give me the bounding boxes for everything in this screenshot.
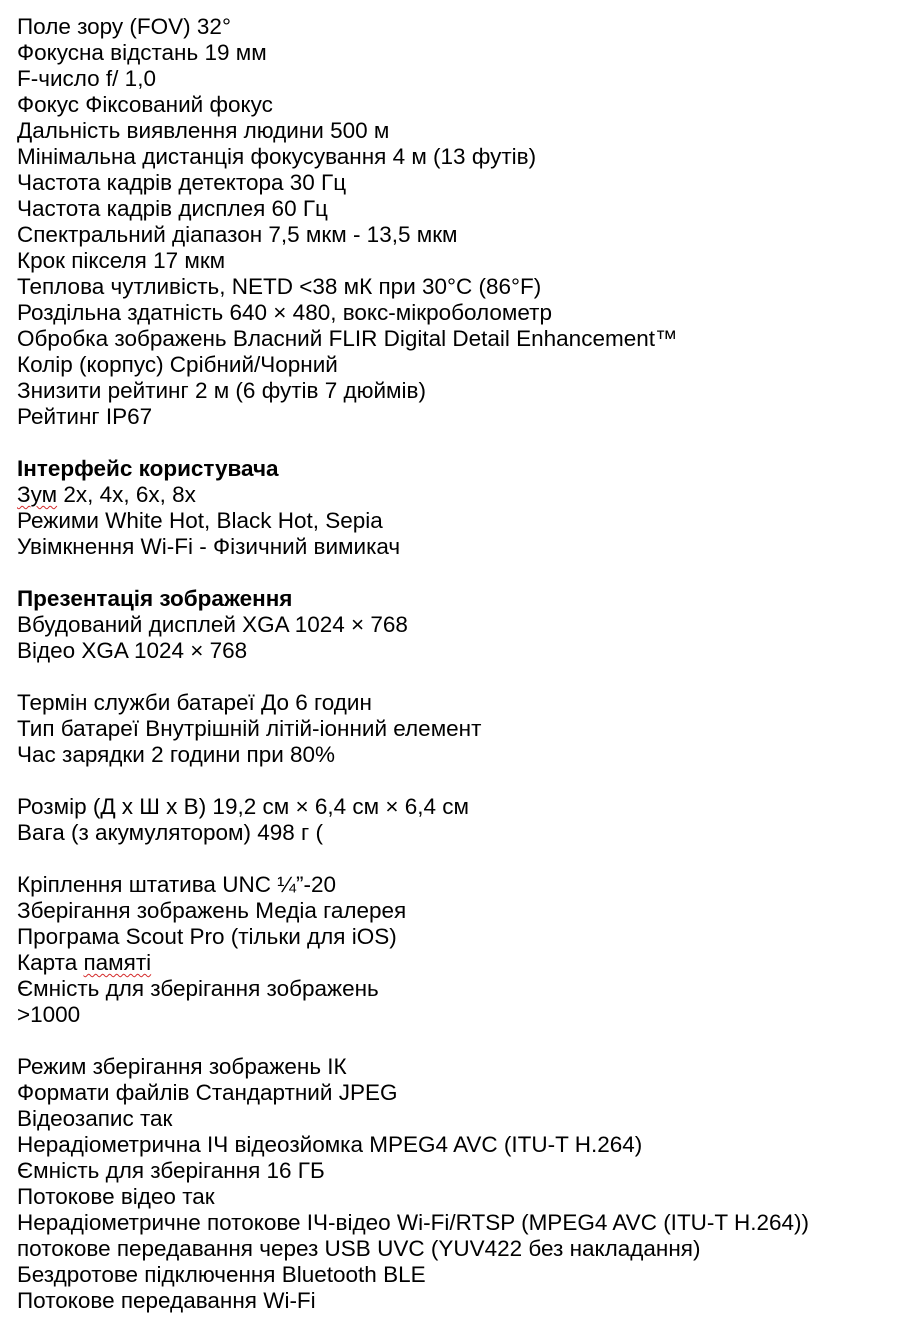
spec-line: Вага (з акумулятором) 498 г (	[17, 820, 324, 845]
spec-line: Ємність для зберігання зображень	[17, 976, 379, 1001]
spec-line: Нерадіометричне потокове ІЧ-відео Wi-Fi/RTSP (MPEG4 AVC (ITU-T H.264))	[17, 1210, 810, 1235]
image-section	[17, 586, 907, 664]
storage-section	[17, 872, 907, 1028]
spec-line: Крок пікселя 17 мкм	[17, 248, 226, 273]
spec-line: потокове передавання через USB UVC (YUV422 без накладання)	[17, 1236, 701, 1261]
specs-section	[17, 14, 907, 430]
misspelled-word: памяті	[83, 950, 152, 975]
spec-line: Тип батареї Внутрішній літій-іонний елемент	[17, 716, 482, 741]
spec-line: Частота кадрів дисплея 60 Гц	[17, 196, 328, 221]
misspelled-word: Зум	[17, 482, 58, 507]
spec-line: Розмір (Д х Ш х В) 19,2 см × 6,4 см × 6,4 см	[17, 794, 469, 819]
spec-line: Потокове відео так	[17, 1184, 215, 1209]
spec-line: Зберігання зображень Медіа галерея	[17, 898, 407, 923]
spec-line: Рейтинг IP67	[17, 404, 153, 429]
spec-line: F-число f/ 1,0	[17, 66, 156, 91]
spec-line: Термін служби батареї До 6 годин	[17, 690, 372, 715]
spec-line: Фокус Фіксований фокус	[17, 92, 273, 117]
spec-line: Потокове передавання Wi-Fi	[17, 1288, 316, 1313]
blank-line	[17, 1028, 907, 1054]
memory-card-prefix: Карта	[17, 950, 84, 975]
ui-heading: Інтерфейс користувача	[17, 456, 279, 481]
spec-line: Теплова чутливість, NETD <38 мК при 30°C (86°F)	[17, 274, 542, 299]
blank-line	[17, 664, 907, 690]
spec-line: Відео XGA 1024 × 768	[17, 638, 248, 663]
zoom-value: 2x, 4x, 6x, 8x	[57, 482, 196, 507]
spec-line: Частота кадрів детектора 30 Гц	[17, 170, 347, 195]
spec-line: Дальність виявлення людини 500 м	[17, 118, 390, 143]
spec-line: >1000	[17, 1002, 81, 1027]
spec-line: Час зарядки 2 години при 80%	[17, 742, 336, 767]
spec-line: Режим зберігання зображень ІК	[17, 1054, 347, 1079]
spec-line: Бездротове підключення Bluetooth BLE	[17, 1262, 426, 1287]
spec-line: Кріплення штатива UNC ¼”-20	[17, 872, 336, 897]
battery-section	[17, 690, 907, 768]
spec-line: Мінімальна дистанція фокусування 4 м (13 футів)	[17, 144, 537, 169]
ui-section	[17, 456, 907, 560]
memory-card-line	[17, 950, 907, 976]
spec-line: Ємність для зберігання 16 ГБ	[17, 1158, 325, 1183]
spec-line: Режими White Hot, Black Hot, Sepia	[17, 508, 383, 533]
spec-line: Знизити рейтинг 2 м (6 футів 7 дюймів)	[17, 378, 426, 403]
spec-line: Поле зору (FOV) 32°	[17, 14, 231, 39]
spec-line: Відеозапис так	[17, 1106, 173, 1131]
spec-line: Колір (корпус) Срібний/Чорний	[17, 352, 338, 377]
spec-line: Нерадіометрична ІЧ відеозйомка MPEG4 AVC (ITU-T H.264)	[17, 1132, 643, 1157]
zoom-line	[17, 482, 907, 508]
spec-line: Фокусна відстань 19 мм	[17, 40, 267, 65]
blank-line	[17, 846, 907, 872]
spec-line: Увімкнення Wi-Fi - Фізичний вимикач	[17, 534, 401, 559]
spec-line: Програма Scout Pro (тільки для iOS)	[17, 924, 397, 949]
spec-line: Спектральний діапазон 7,5 мкм - 13,5 мкм	[17, 222, 458, 247]
spec-line: Роздільна здатність 640 × 480, вокс-мікроболометр	[17, 300, 552, 325]
blank-line	[17, 430, 907, 456]
spec-document	[17, 14, 907, 1314]
image-heading: Презентація зображення	[17, 586, 293, 611]
spec-line: Формати файлів Стандартний JPEG	[17, 1080, 398, 1105]
size-section	[17, 794, 907, 846]
spec-line: Обробка зображень Власний FLIR Digital Detail Enhancement™	[17, 326, 678, 351]
spec-line: Вбудований дисплей XGA 1024 × 768	[17, 612, 408, 637]
blank-line	[17, 768, 907, 794]
blank-line	[17, 560, 907, 586]
video-section	[17, 1054, 907, 1314]
